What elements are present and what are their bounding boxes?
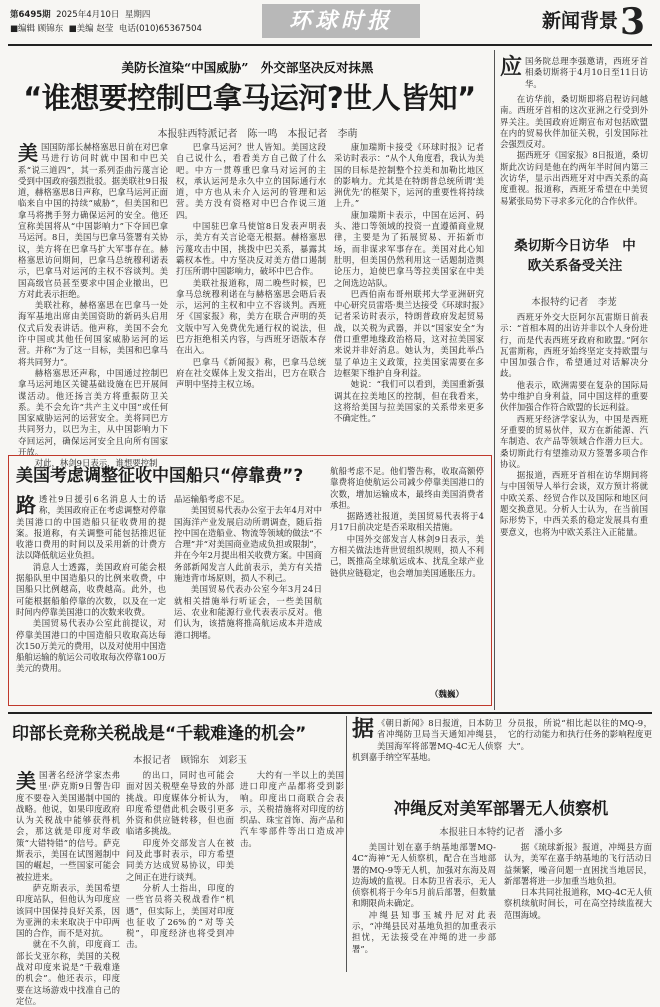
masthead-logo (262, 4, 420, 38)
phone: 电话(010)65367504 (118, 24, 202, 34)
masthead-text: 环球时报 (288, 8, 393, 34)
sidebar-dropcap: 应 (500, 55, 523, 80)
story1-col1: 美国国防部长赫格塞思日前在对巴拿马进行访问时就中国和中巴关系“说三道四”，其一系列歪曲污蔑言论受到中国政府强烈批驳。据美联社9日报道，赫格塞思8日声称，巴拿马运河正面临来自中国的持续“威胁”，但美国和巴拿马将携手努力确保运河的安全。他还宣称美国将从“中国影响力”下夺回巴拿马运河。8日，美国与巴拿马签署有关协议，美方将在巴拿马扩大军事存在。赫格塞思访问期间，巴拿马总统穆利诺表示，巴拿马对运河的主权不容谈判。美国高级官员甚至要求中国企业撤出，巴方对此表示拒绝。 美联社称，赫格塞思在巴拿马一处海军基地出席由美国资助的新码头启用仪式后发表讲话。他声称，美国不会允许中国或其他任何国家威胁运河的运营。并称“为了这一目标，美国和巴拿马将共同努力”。 赫格塞思还声称，中国通过控制巴拿马运河地区关键基础设施在巴开展间谍活动。他还扬言美方将重振防卫关系。美不会允许“共产主义中国”或任何国家威胁运河的运营安全。美将同巴方共同努力，以巴为主，从中国影响力下夺回运河，确保运河安全且向所有国家开放。 对此，林剑9日表示，谁想要控制 (18, 141, 168, 469)
header-rule (8, 44, 652, 46)
story4-col1: 美国计划在嘉手纳基地部署MQ-4C“海神”无人侦察机，配合在当地部署的MQ-9等无人机，加强对东海及周边海域的监视。日本防卫省表示，无人侦察机将于今年5月前后部署，但数量和期限尚未确定。 冲绳县知事玉城丹尼对此表示，“冲绳县民对基地负担的加重表示担忧，无法接受在冲绳的进一步部署”。 (352, 842, 496, 954)
section-title: 新闻背景 (541, 10, 618, 32)
issue-date: 2025年4月10日 (56, 10, 120, 20)
sidebar-body-top: 在访华前，桑切斯即将启程访问越南。西班牙首相的这次亚洲之行受到外界关注。美国政府近期宣布对包括欧盟在内的贸易伙伴加征关税，引发国际社会强烈反对。 据西班牙《国家报》8日报道，桑切斯此次访问是他在约两年半时间内第三次访华，显示出西班牙对中西关系的高度重视。报道称，西班牙希望在中美贸易紧张局势下寻求多元化的合作伙伴。 (500, 94, 648, 206)
story1-col3: 康加瑞斯卡接受《环球时报》记者采访时表示：“从个人角度看，我认为美国的目标是控制整个拉美和加勒比地区的影响力。尤其是在特朗普总统所谓‘美洲优先’的框架下，运河的重要性将持续上升。” 康加瑞斯卡表示，中国在运河、码头、港口等领域的投资一直遵循商业规律，主要是为了拓展贸易、开拓新市场，而非谋求军事存在。美国对此心知肚明，但美国仍然利用这一话题制造舆论压力，迫使巴拿马等拉美国家在中美之间选边站队。 巴西伯南布哥州联邦大学亚洲研究中心研究员雷塔·奥兰达接受《环球时报》记者采访时表示，特朗普政府发起贸易战，以关税为武器，并以“国家安全”为借口重塑地缘政治格局，这对拉美国家来说并非好消息。她认为，美国此举凸显了单边主义政策，拉美国家需要在多边框架下维护自身利益。 她说：“我们可以看到，美国重新强调其在拉美地区的控制，但在我看来，这将给美国与拉美国家的关系带来更多不确定性。” (334, 142, 484, 424)
story3-col1: 美国著名经济学家杰弗里·萨克斯9日警告印度不要卷入美国遏制中国的战略。他说，如果印度政府认为关税战中能够获得机会，那这就是印度对华政策“大错特错”的信号。萨克斯表示，美国在试图遏制中国的崛起，一些国家可能会被拉进来。 萨克斯表示，美国希望印度站队，但他认为印度应该同中国保持良好关系，因为亚洲的未来取决于中印两国的合作，而不是对抗。 就在不久前，印度商工部长戈亚尔称，美国的关税战对印度来说是“千载难逢的机会”。他还表示，印度要在这场游戏中找准自己的定位。 (16, 769, 120, 1006)
header-info (10, 9, 250, 35)
story2-signature: （魏巍） (430, 690, 465, 700)
page-number: 3 (620, 1, 646, 43)
story1-headline: “谁想要控制巴拿马运河?世人皆知” (23, 81, 476, 115)
story3-col3: 大约有一半以上的美国进口印度产品都将受到影响。印度出口商联合会表示，关税措施将对印度的纺织品、珠宝首饰、海产品和汽车零部件等出口造成冲击。 (240, 770, 344, 848)
art-editor-name: 赵莹 (96, 24, 114, 34)
story2-col3: 航船考虑不足。他们警告称，收取高额停靠费将迫使航运公司减少停靠美国港口的次数，增加运输成本，最终由美国消费者承担。 据路透社报道，美国贸易代表将于4月17日前决定是否采取相关措施。 中国外交部发言人林剑9日表示，美方相关做法违背世贸组织规则，损人不利己，既推高全球航运成本、扰乱全球产业链供应链稳定，也会增加美国通胀压力。 (330, 466, 484, 578)
story1-dropcap: 美 (18, 141, 38, 165)
story2-col2: 品运输船考虑不足。 美国贸易代表办公室于去年4月对中国海洋产业发展启动所谓调查，随后指控中国在造船业、物流等领域的做法“不合理”并“对美国商业造成负担或限制”，并在今年2月提出相关收费方案。中国商务部新闻发言人此前表示，美方有关措施违背市场原则，损人不利己。 美国贸易代表办公室今年3月24日就相关措施举行听证会，一些美国航运、农业和能源行业代表表示反对。他们认为，该措施将推高航运成本并造成港口拥堵。 (174, 494, 322, 640)
story2-headline: 美国考虑调整征收中国船只“停靠费”? (16, 466, 304, 486)
story4-headline: 冲绳反对美军部署无人侦察机 (393, 799, 609, 818)
story3-col2: 的出口，同时也可能会面对因关税壁垒导致的外部挑战。印度媒体分析认为，印度希望借此机会吸引更多外资和供应链转移，但也面临诸多挑战。 印度外交部发言人在被问及此事时表示，印方希望同美方达成贸易协议，印美之间正在进行谈判。 分析人士指出，印度的一些官员将关税战看作“机遇”，但实际上，美国对印度也征收了26%的“对等关税”，印度经济也将受到冲击。 (126, 770, 234, 950)
story34-divider (346, 716, 347, 972)
story2-col1: 路透社9日援引6名消息人士的话称，美国政府正在考虑调整对停靠美国港口的中国造船只征收费用的提案。报道称，有关调整可能包括推迟征收港口费用的时间以及采用新的计费方法以降低航运业负担。 消息人士透露，美国政府可能会根据船队里中国造船只的比例来收费，中国船只比例越高，收费越高。此外，也可能根据船舶停靠的次数，以及在一定时间内停靠美国港口的次数来收费。 美国贸易代表办公室此前提议，对停靠美国港口的中国造船只收取高达每次150万美元的费用，以及对使用中国造船舶运输的航运公司收取每次停靠100万美元的费用。 (16, 493, 166, 674)
story3-dropcap: 美 (16, 769, 36, 793)
story1-kicker: 美防长渲染“中国威胁” 外交部坚决反对抹黑 (121, 60, 374, 75)
story3-headline: 印部长竞称关税战是“千载难逢的机会” (12, 724, 307, 744)
story2-dropcap: 路 (16, 493, 36, 517)
issue-number: 第6495期 (10, 10, 51, 20)
editor-label: ■编辑 (10, 24, 36, 34)
story1-col2: 巴拿马运河？世人皆知。美国这段自己说什么，看看美方自己做了什么吧。中方一贯尊重巴拿马对运河的主权，承认运河是永久中立的国际通行水道，中方也从未介入运河的管理和运营。美方没有资格对中巴合作说三道四。 中国驻巴拿马使馆8日发表声明表示，美方有关言论毫无根据。赫格塞思污蔑攻击中国，挑拨中巴关系，暴露其霸权本性。中方坚决反对美方借口遏制打压所谓中国影响力，破坏中巴合作。 美联社报道称，周二晚些时候，巴拿马总统穆利诺在与赫格塞思会晤后表示，运河的主权和中立不容谈判。西班牙《国家报》称，美方在联合声明的英文版中写入免费优先通行权的说法，但巴方拒绝相关内容，与西班牙语版本存在出入。 巴拿马《新闻报》称，巴拿马总统府在社交媒体上发文指出，巴方在联合声明中坚持主权立场。 (176, 142, 326, 390)
story4-dropcap: 据 (352, 717, 375, 742)
story4-right-top: 分员报，所说“相比起以往的MQ-9，它的行动能力和执行任务的影响程度更大”。 (508, 718, 652, 751)
story4-lead: 据 《朝日新闻》8日报道，日本防卫省冲绳防卫局当天通知冲绳县，美国海军将部署MQ-4C无人侦察机到嘉手纳空军基地。 (352, 717, 502, 762)
issue-weekday: 星期四 (124, 10, 151, 20)
story4-byline: 本报驻日本特约记者 潘小多 (439, 827, 563, 838)
editor-name: 顾锦东 (37, 24, 64, 34)
art-editor-label: ■美编 (68, 24, 94, 34)
story4-col2: 据《琉球新报》报道，冲绳县方面认为，美军在嘉手纳基地的飞行活动日益频繁，噪音问题一直困扰当地居民，新部署将进一步加重当地负担。 日本共同社报道称，MQ-4C无人侦察机续航时间长，可在高空持续监视大范围海域。 (504, 842, 652, 920)
sidebar-intro: 应国务院总理李强邀请，西班牙首相桑切斯将于4月10日至11日访华。 (500, 55, 648, 89)
sidebar-byline: 本报特约记者 李茏 (531, 297, 617, 308)
story1-byline: 本报驻西特派记者 陈一鸣 本报记者 李萌 (157, 129, 358, 140)
story3-byline: 本报记者 顾锦东 刘彩玉 (132, 755, 247, 766)
sidebar-divider (494, 50, 495, 710)
sidebar-headline: 桑切斯今日访华 中欧关系备受关注 (514, 238, 636, 274)
lower-rule (8, 712, 652, 714)
sidebar-body-bottom: 西班牙外交大臣阿尔瓦雷斯日前表示：“首相本周的出访并非以个人身份进行，而是代表西班牙政府和欧盟。”阿尔瓦雷斯称，西班牙始终坚定支持欧盟与中国加强合作，希望通过对话解决分歧。 他表示，欧洲需要在复杂的国际局势中维护自身利益，同中国这样的重要伙伴加强合作符合欧盟的长远利益。 西班牙经济学家认为，中国是西班牙重要的贸易伙伴，双方在新能源、汽车制造、农产品等领域合作潜力巨大。桑切斯此行有望推动双方签署多项合作协议。 据报道，西班牙首相在访华期间将与中国领导人举行会谈，双方预计将就中欧关系、经贸合作以及国际和地区问题交换意见。分析人士认为，在当前国际形势下，中西关系的稳定发展具有重要意义，也将为中欧关系注入正能量。 (500, 312, 648, 537)
